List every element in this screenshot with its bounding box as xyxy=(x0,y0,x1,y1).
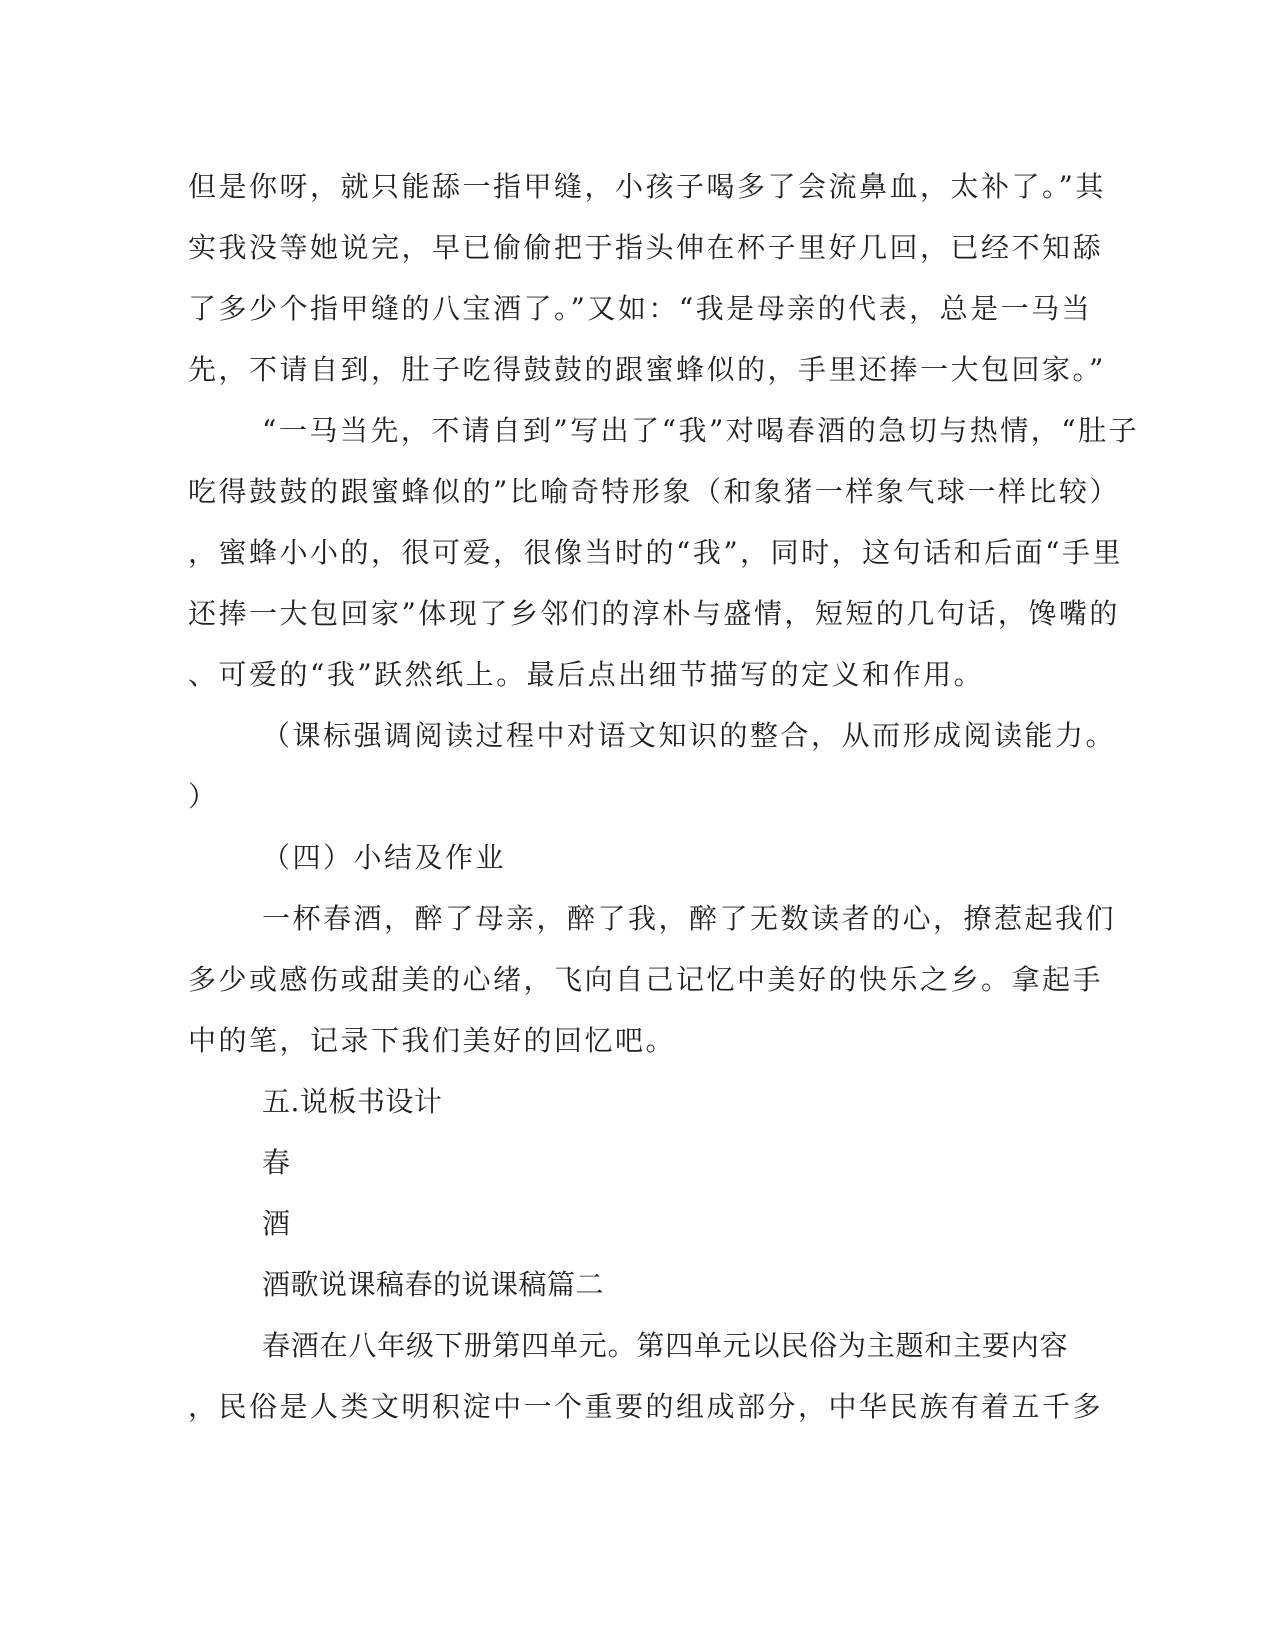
text-line: ，民俗是人类文明积淀中一个重要的组成部分，中华民族有着五千多 xyxy=(188,1390,1104,1423)
text-line: ） xyxy=(188,780,219,813)
text-line: 实我没等她说完，早已偷偷把于指头伸在杯子里好几回，已经不知舔 xyxy=(188,231,1104,264)
text-line: 了多少个指甲缝的八宝酒了。”又如：“我是母亲的代表，总是一马当 xyxy=(188,292,1093,325)
text-line: 、可爱的“我”跃然纸上。最后点出细节描写的定义和作用。 xyxy=(188,658,985,691)
text-line: 春酒在八年级下册第四单元。第四单元以民俗为主题和主要内容 xyxy=(262,1329,1069,1362)
section-heading: （四）小结及作业 xyxy=(262,841,507,874)
text-line: 一杯春酒，醉了母亲，醉了我，醉了无数读者的心，撩惹起我们 xyxy=(262,902,1117,935)
text-line: 中的笔，记录下我们美好的回忆吧。 xyxy=(188,1024,677,1057)
article-title: 酒歌说课稿春的说课稿篇二 xyxy=(262,1268,605,1301)
board-design-item: 酒 xyxy=(262,1207,293,1240)
document-body xyxy=(188,156,1140,1437)
text-line: 吃得鼓鼓的跟蜜蜂似的”比喻奇特形象（和象猪一样象气球一样比较） xyxy=(188,475,1120,508)
text-line: 先，不请自到，肚子吃得鼓鼓的跟蜜蜂似的，手里还捧一大包回家。” xyxy=(188,353,1106,386)
text-line: “一马当先，不请自到”写出了“我”对喝春酒的急切与热情，“肚子 xyxy=(262,414,1140,447)
section-heading: 五.说板书设计 xyxy=(262,1085,443,1118)
text-line: 多少或感伤或甜美的心绪，飞向自己记忆中美好的快乐之乡。拿起手 xyxy=(188,963,1104,996)
text-line: 还捧一大包回家”体现了乡邻们的淳朴与盛情，短短的几句话，馋嘴的 xyxy=(188,597,1120,630)
text-line: ，蜜蜂小小的，很可爱，很像当时的“我”，同时，这句话和后面“手里 xyxy=(188,536,1123,569)
text-line: 但是你呀，就只能舔一指甲缝，小孩子喝多了会流鼻血，太补了。”其 xyxy=(188,170,1106,203)
board-design-item: 春 xyxy=(262,1146,293,1179)
text-line: （课标强调阅读过程中对语文知识的整合，从而形成阅读能力。 xyxy=(262,719,1117,752)
